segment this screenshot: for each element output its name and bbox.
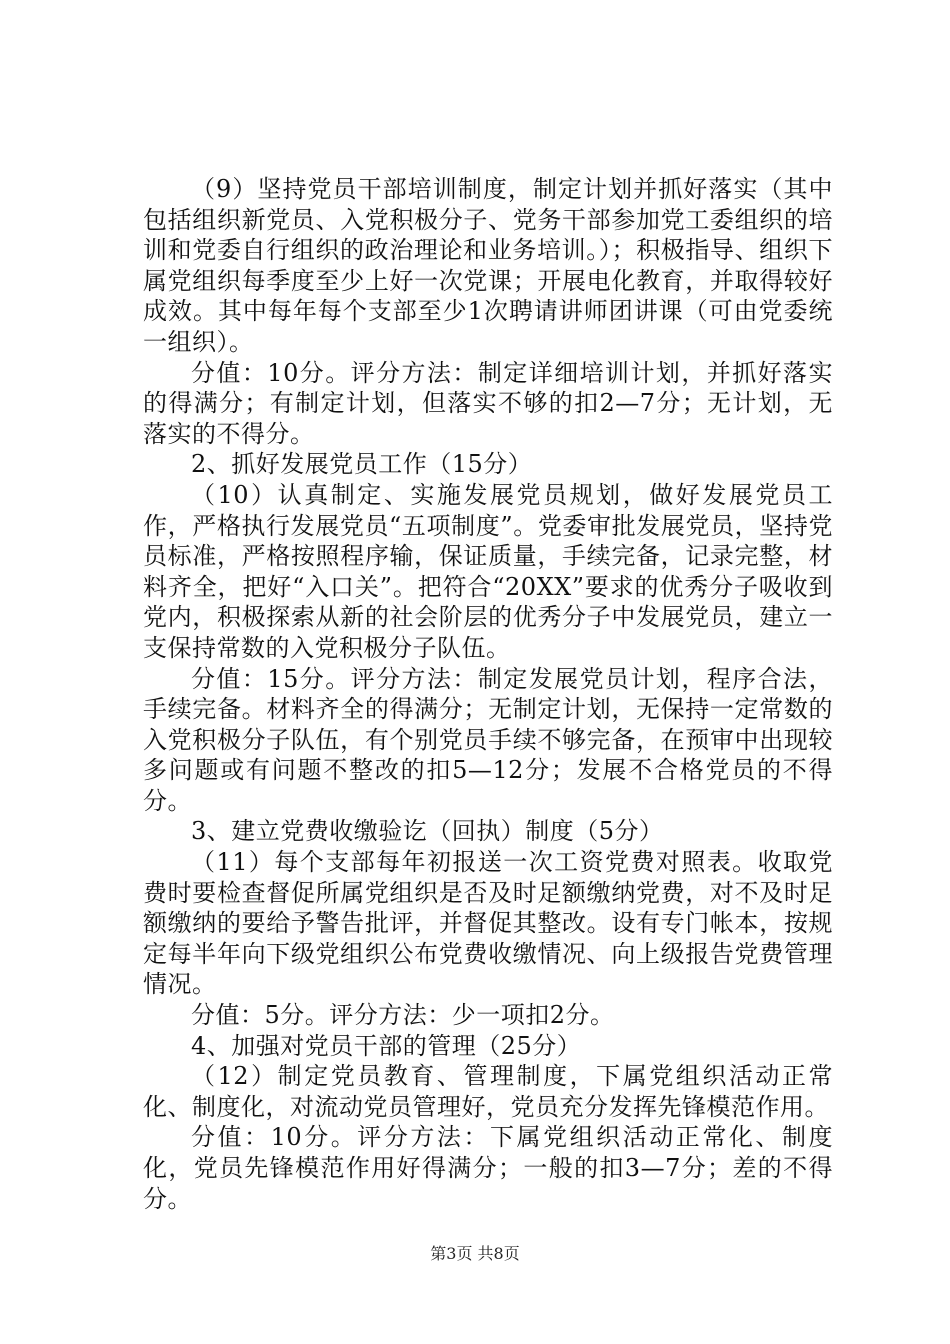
paragraph-score-9: 分值：10分。评分方法：制定详细培训计划，并抓好落实的得满分；有制定计划，但落实不够的扣2—7分；无计划，无落实的不得分。 (143, 358, 833, 448)
section-heading-4: 4、加强对党员干部的管理（25分） (191, 1031, 582, 1060)
document-body (143, 174, 833, 1214)
paragraph-item-12: （12）制定党员教育、管理制度，下属党组织活动正常化、制度化，对流动党员管理好，党员充分发挥先锋模范作用。 (143, 1062, 833, 1121)
paragraph-score-12: 分值：10分。评分方法：下属党组织活动正常化、制度化，党员先锋模范作用好得满分；一般的扣3—7分；差的不得分。 (143, 1123, 833, 1213)
paragraph-item-9: （9）坚持党员干部培训制度，制定计划并抓好落实（其中包括组织新党员、入党积极分子、党务干部参加党工委组织的培训和党委自行组织的政治理论和业务培训。）；积极指导、组织下属党组织每季度至少上好一次党课；开展电化教育，并取得较好成效。其中每年每个支部至少1次聘请讲师团讲课（可由党委统一组织）。 (143, 175, 833, 356)
paragraph-score-11: 分值：5分。评分方法：少一项扣2分。 (191, 1001, 615, 1030)
section-heading-3: 3、建立党费收缴验讫（回执）制度（5分） (191, 817, 664, 846)
paragraph-item-10: （10）认真制定、实施发展党员规划，做好发展党员工作，严格执行发展党员“五项制度”。党委审批发展党员，坚持党员标准，严格按照程序输，保证质量，手续完备，记录完整，材料齐全，把好“入口关”。把符合“20XX”要求的优秀分子吸收到党内，积极探索从新的社会阶层的优秀分子中发展党员，建立一支保持常数的入党积极分子队伍。 (143, 480, 833, 662)
paragraph-item-11: （11）每个支部每年初报送一次工资党费对照表。收取党费时要检查督促所属党组织是否及时足额缴纳党费，对不及时足额缴纳的要给予警告批评，并督促其整改。设有专门帐本，按规定每半年向下级党组织公布党费收缴情况、向上级报告党费管理情况。 (143, 848, 833, 999)
section-heading-2: 2、抓好发展党员工作（15分） (191, 450, 533, 479)
page-number-footer: 第3页 共8页 (430, 1244, 520, 1263)
paragraph-score-10: 分值：15分。评分方法：制定发展党员计划，程序合法，手续完备。材料齐全的得满分；无制定计划，无保持一定常数的入党积极分子队伍，有个别党员手续不够完备，在预审中出现较多问题或有问题不整改的扣5—12分；发展不合格党员的不得分。 (143, 664, 833, 815)
